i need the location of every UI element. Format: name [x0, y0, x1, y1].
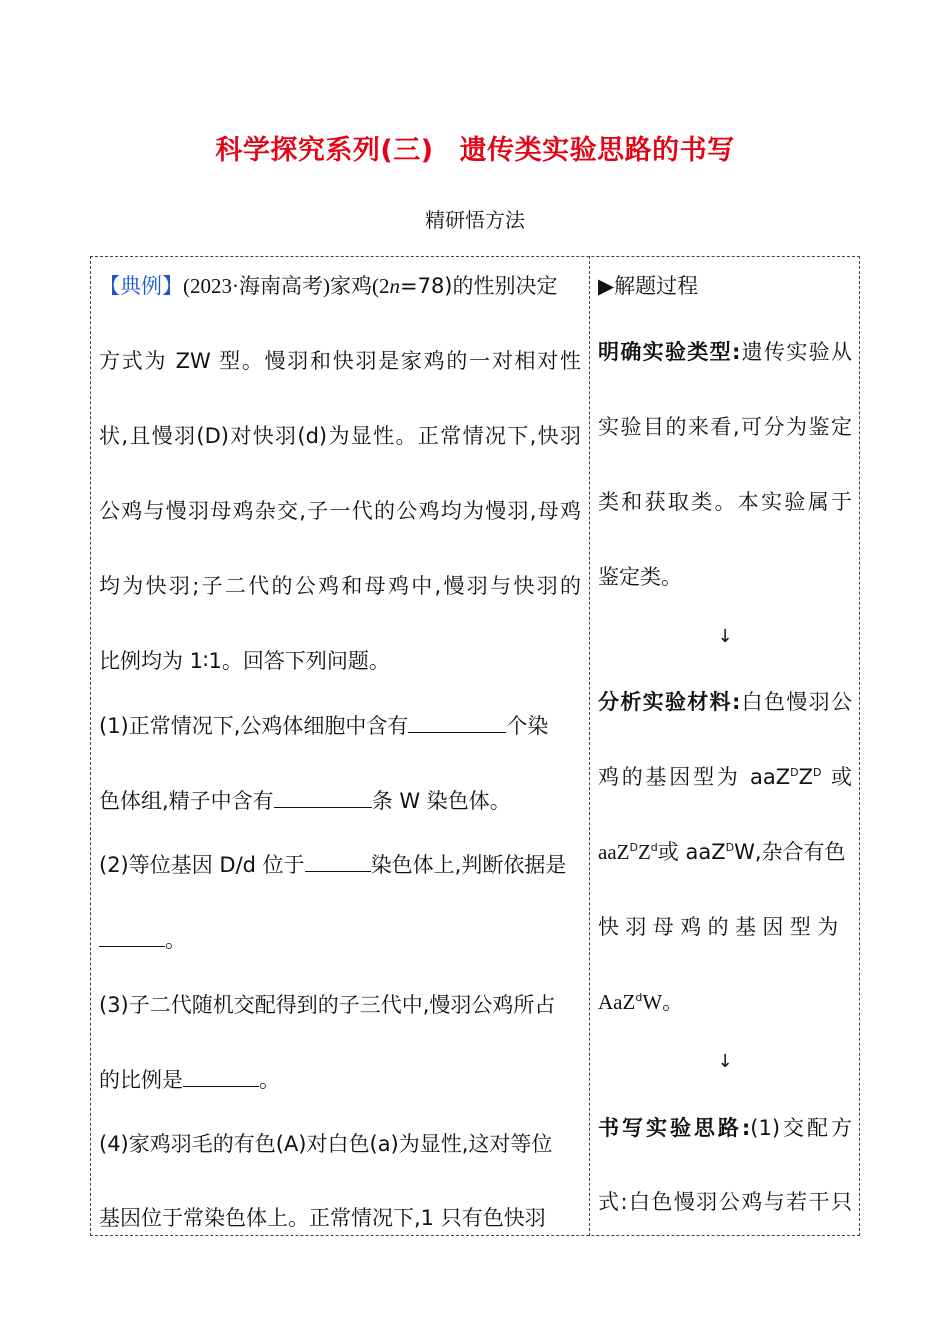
superscript-D-4: D	[725, 841, 735, 854]
question-4-line-1: (4)家鸡羽毛的有色(A)对白色(a)为显性,这对等位	[99, 1132, 553, 1156]
example-line-5: 均为快羽;子二代的公鸡和母鸡中,慢羽与快羽的	[99, 574, 581, 598]
example-line-6: 比例均为 1∶1。回答下列问题。	[99, 649, 390, 673]
answer-blank-4[interactable]	[99, 928, 165, 947]
superscript-D: D	[790, 766, 799, 779]
question-2-line-2	[99, 924, 581, 954]
page-title	[0, 128, 950, 167]
source-n: n	[389, 274, 400, 298]
down-arrow-icon-2: ↓	[717, 1051, 733, 1072]
superscript-D-2: D	[813, 766, 822, 779]
question-3-line-1: (3)子二代随机交配得到的子三代中,慢羽公鸡所占	[99, 993, 556, 1017]
chromosome-Z-2: Z	[637, 840, 651, 864]
step-1-label: 明确实验类型:	[598, 340, 741, 364]
step-2-line-3	[598, 836, 852, 866]
step-2-line-5	[598, 986, 852, 1016]
step-2-line-2	[598, 761, 852, 791]
question-3-line-2	[99, 1064, 581, 1094]
solution-heading: ▶解题过程	[598, 274, 699, 298]
step-3-label: 书写实验思路:	[598, 1116, 751, 1140]
answer-blank-3[interactable]	[305, 853, 371, 872]
genotype-text-3: 或 aaZ	[657, 840, 726, 864]
step-1-text: 遗传实验从	[740, 340, 852, 364]
down-arrow-icon: ↓	[717, 626, 733, 647]
example-tag: 【典例】	[99, 274, 183, 298]
answer-blank-5[interactable]	[183, 1068, 259, 1087]
superscript-d-2: d	[635, 991, 643, 1004]
step-2-line-1	[598, 686, 852, 716]
question-2-text-end: 。	[165, 928, 186, 952]
step-2-label: 分析实验材料:	[598, 690, 741, 714]
genotype-or: 或	[821, 765, 852, 789]
column-divider	[589, 256, 590, 1236]
chromosome-Z: Z	[798, 765, 814, 789]
question-1-line-2	[99, 785, 581, 815]
step-1-line-1	[598, 336, 852, 366]
question-1-text: (1)正常情况下,公鸡体细胞中含有	[99, 714, 409, 738]
step-1-line-2: 实验目的来看,可分为鉴定	[598, 415, 852, 439]
question-2-text-2: 染色体上,判断依据是	[370, 853, 567, 877]
superscript-D-3: D	[629, 841, 638, 854]
question-3-text-end: 。	[259, 1068, 280, 1092]
genotype-text-4: W,杂合有色	[734, 840, 846, 864]
step-2-line-4: 快羽母鸡的基因型为	[598, 915, 845, 939]
example-line-1	[99, 270, 581, 300]
example-line-2: 方式为 ZW 型。慢羽和快羽是家鸡的一对相对性	[99, 349, 581, 373]
question-2-line-1	[99, 849, 581, 879]
step-3-line-2: 式:白色慢羽公鸡与若干只	[598, 1190, 852, 1214]
genotype-text-6: W。	[642, 990, 684, 1014]
source-prefix: (2023·海南高考)家鸡(2	[183, 274, 390, 298]
question-3-text: 的比例是	[99, 1068, 183, 1092]
question-4-line-2: 基因位于常染色体上。正常情况下,1 只有色快羽	[99, 1206, 546, 1230]
question-1-line-1	[99, 710, 581, 740]
step-1-line-3: 类和获取类。本实验属于	[598, 490, 852, 514]
superscript-d: d	[650, 841, 658, 854]
step-1-line-4: 鉴定类。	[598, 565, 682, 589]
step-2-text: 白色慢羽公	[740, 690, 852, 714]
title-series: 科学探究系列(三)	[215, 135, 434, 166]
section-subtitle: 精研悟方法	[425, 208, 525, 232]
step-3-line-1	[598, 1112, 852, 1142]
question-1-text-end: 个染	[506, 714, 549, 738]
example-line-4: 公鸡与慢羽母鸡杂交,子一代的公鸡均为慢羽,母鸡	[99, 499, 581, 523]
answer-blank-1[interactable]	[408, 714, 506, 733]
genotype-text-1: 鸡的基因型为 aaZ	[598, 765, 791, 789]
step-3-text: (1)交配方	[750, 1116, 852, 1140]
genotype-text-2: aaZ	[598, 840, 630, 864]
source-suffix: =78)的性别决定	[399, 274, 558, 298]
question-1-text-3: 条 W 染色体。	[371, 789, 511, 813]
question-2-text: (2)等位基因 D/d 位于	[99, 853, 305, 877]
question-1-text-2: 色体组,精子中含有	[99, 789, 274, 813]
answer-blank-2[interactable]	[274, 789, 372, 808]
title-topic: 遗传类实验思路的书写	[459, 135, 735, 166]
genotype-text-5: AaZ	[598, 990, 636, 1014]
example-line-3: 状,且慢羽(D)对快羽(d)为显性。正常情况下,快羽	[99, 424, 581, 448]
